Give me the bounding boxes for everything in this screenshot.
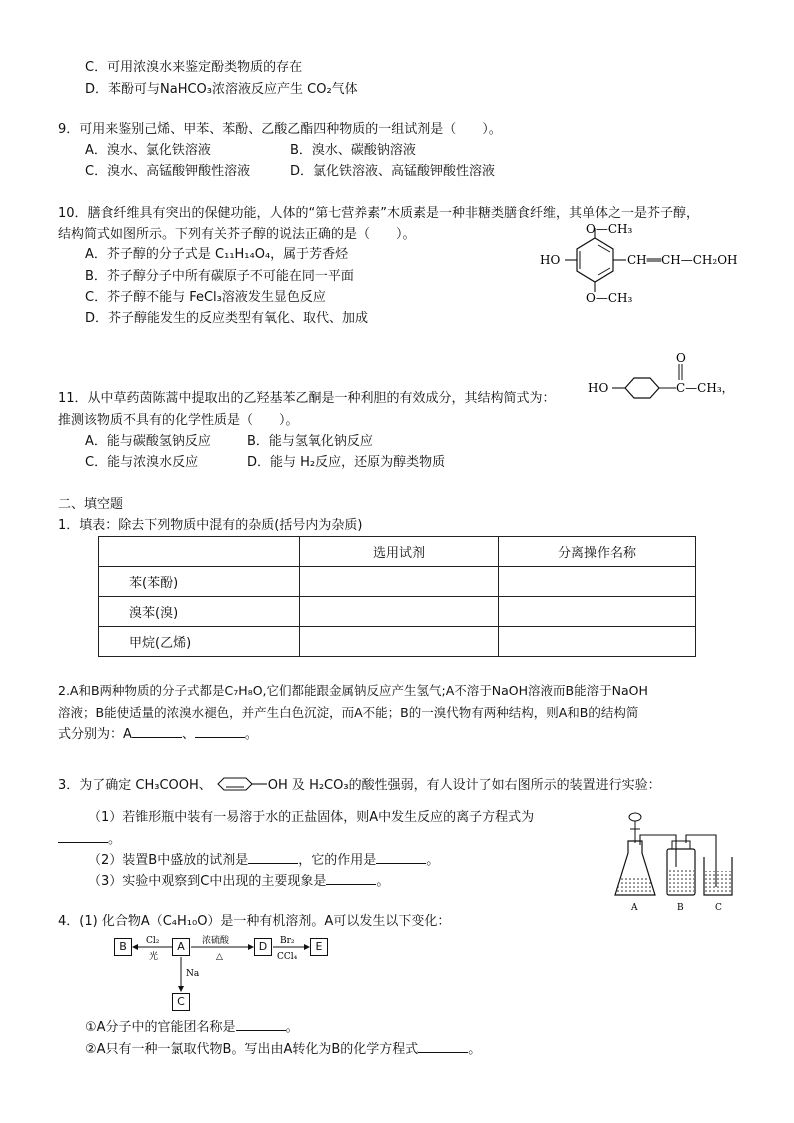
label-a: A bbox=[631, 903, 638, 913]
reagent-answer-cell[interactable] bbox=[300, 567, 499, 597]
fill3-part1-answer: 。 bbox=[58, 830, 121, 848]
node-d: D bbox=[254, 938, 272, 956]
q11-stem-line2: 推测该物质不具有的化学性质是（ ）。 bbox=[58, 413, 299, 428]
reagent-answer-cell[interactable] bbox=[300, 627, 499, 657]
reagent-cl2: Cl₂ bbox=[146, 936, 160, 946]
condition-light: 光 bbox=[149, 952, 159, 962]
table-row-substance: 苯(苯酚) bbox=[99, 567, 300, 597]
section-title: 二、填空题 bbox=[58, 497, 124, 512]
hydroxyacetophenone-structure bbox=[588, 350, 748, 402]
reagent-br2: Br₂ bbox=[280, 936, 295, 946]
q10-option-c: C．芥子醇不能与 FeCl₃溶液发生显色反应 bbox=[85, 290, 326, 305]
fill2-line1: 2.A和B两种物质的分子式都是C₇H₈O,它们都能跟金属钠反应产生氢气;A不溶于NaOH溶液而B能溶于NaOH bbox=[58, 683, 648, 698]
q9-option-b: B．溴水、碳酸钠溶液 bbox=[290, 143, 416, 158]
table-header-operation: 分离操作名称 bbox=[499, 537, 696, 567]
label-c: C bbox=[715, 903, 722, 913]
answer-blank-reagent[interactable] bbox=[248, 851, 298, 864]
benzene-ring bbox=[577, 238, 613, 282]
table-row bbox=[99, 627, 696, 657]
table-header-reagent: 选用试剂 bbox=[300, 537, 499, 567]
q10-option-b: B．芥子醇分子中所有碳原子不可能在同一平面 bbox=[85, 269, 354, 284]
fill4-q1: ①A分子中的官能团名称是 。 bbox=[85, 1020, 299, 1035]
reagent-h2so4: 浓硫酸 bbox=[202, 936, 230, 946]
fill4-q2: ②A只有一种一氯取代物B。写出由A转化为B的化学方程式 。 bbox=[85, 1042, 482, 1057]
purification-table bbox=[98, 536, 696, 657]
cyclohexene-ring-icon bbox=[212, 777, 268, 791]
q9-option-a: A．溴水、氯化铁溶液 bbox=[85, 143, 211, 158]
q11-option-b: B．能与氢氧化钠反应 bbox=[247, 434, 373, 449]
funnel-bulb bbox=[629, 813, 641, 821]
benzene-ring bbox=[625, 378, 659, 398]
answer-blank-purpose[interactable] bbox=[376, 851, 426, 864]
label-b: B bbox=[677, 903, 684, 913]
q10-option-d: D．芥子醇能发生的反应类型有氧化、取代、加成 bbox=[85, 311, 369, 326]
answer-blank-b[interactable] bbox=[195, 725, 245, 738]
q10-option-a: A．芥子醇的分子式是 C₁₁H₁₄O₄，属于芳香烃 bbox=[85, 247, 349, 262]
table-row-substance: 甲烷(乙烯) bbox=[99, 627, 300, 657]
hydroxyl-label: HO bbox=[588, 381, 609, 395]
fill3-stem: 3．为了确定 CH₃COOH、 OH 及 H₂CO₃的酸性强弱，有人设计了如右图所示的装置进行实验： bbox=[58, 778, 661, 793]
fill3-part1: （1）若锥形瓶中装有一易溶于水的正盐固体，则A中发生反应的离子方程式为 bbox=[88, 810, 535, 825]
node-b: B bbox=[114, 938, 132, 956]
carbonyl-oxygen: O bbox=[676, 351, 686, 365]
hydroxyl-label: HO bbox=[540, 253, 561, 267]
q9-stem: 9．可用来鉴别己烯、甲苯、苯酚、乙酸乙酯四种物质的一组试剂是（ ）。 bbox=[58, 122, 502, 137]
node-c: C bbox=[172, 993, 190, 1011]
q11-option-c: C．能与浓溴水反应 bbox=[85, 455, 199, 470]
table-header-cell bbox=[99, 537, 300, 567]
fill3-part2: （2）装置B中盛放的试剂是 ，它的作用是 。 bbox=[88, 853, 440, 868]
operation-answer-cell[interactable] bbox=[499, 597, 696, 627]
operation-answer-cell[interactable] bbox=[499, 627, 696, 657]
reagent-na: Na bbox=[186, 969, 200, 979]
answer-blank-equation[interactable] bbox=[58, 830, 108, 843]
q8-option-c: C．可用浓溴水来鉴定酚类物质的存在 bbox=[85, 60, 303, 75]
answer-blank-a[interactable] bbox=[132, 725, 182, 738]
table-row bbox=[99, 567, 696, 597]
table-row-substance: 溴苯(溴) bbox=[99, 597, 300, 627]
q10-stem-line2: 结构简式如图所示。下列有关芥子醇的说法正确的是（ ）。 bbox=[58, 227, 416, 242]
operation-answer-cell[interactable] bbox=[499, 567, 696, 597]
side-chain-label: CH══CH—CH₂OH bbox=[627, 253, 738, 267]
table-row bbox=[99, 597, 696, 627]
q8-option-d: D．苯酚可与NaHCO₃浓溶液反应产生 CO₂气体 bbox=[85, 82, 358, 97]
fill2-line3: 式分别为：A 、 。 bbox=[58, 727, 258, 742]
q9-option-c: C．溴水、高锰酸钾酸性溶液 bbox=[85, 164, 251, 179]
apparatus-diagram bbox=[612, 805, 742, 915]
table-header-row bbox=[99, 537, 696, 567]
acetyl-label: C—CH₃， bbox=[676, 381, 734, 395]
methoxy-bottom: O—CH₃ bbox=[586, 291, 633, 305]
fill3-part3: （3）实验中观察到C中出现的主要现象是 。 bbox=[88, 874, 390, 889]
solvent-ccl4: CCl₄ bbox=[277, 952, 298, 962]
q11-option-a: A．能与碳酸氢钠反应 bbox=[85, 434, 211, 449]
q10-stem-line1: 10．膳食纤维具有突出的保健功能，人体的“第七营养素”木质素是一种非糖类膳食纤维，其单体之一是芥子醇， bbox=[58, 206, 700, 221]
fill4-stem: 4．(1) 化合物A（C₄H₁₀O）是一种有机溶剂。A可以发生以下变化： bbox=[58, 914, 451, 929]
node-e: E bbox=[310, 938, 328, 956]
reaction-arrows bbox=[110, 928, 350, 998]
answer-blank-equation-b[interactable] bbox=[418, 1040, 468, 1053]
methoxy-top: O—CH₃ bbox=[586, 222, 633, 236]
reagent-answer-cell[interactable] bbox=[300, 597, 499, 627]
q11-option-d: D．能与 H₂反应，还原为醇类物质 bbox=[247, 455, 446, 470]
fill2-line2: 溶液；B能使适量的浓溴水褪色，并产生白色沉淀，而A不能；B的一溴代物有两种结构，则A和B的结构简 bbox=[58, 705, 639, 720]
fill1-stem: 1．填表：除去下列物质中混有的杂质(括号内为杂质) bbox=[58, 518, 363, 533]
q11-stem-line1: 11．从中草药茵陈蒿中提取出的乙羟基苯乙酮是一种利胆的有效成分，其结构简式为： bbox=[58, 391, 556, 406]
sinapyl-alcohol-structure bbox=[540, 218, 750, 310]
node-a: A bbox=[172, 938, 190, 956]
answer-blank-functional-group[interactable] bbox=[236, 1018, 286, 1031]
condition-heat: △ bbox=[216, 952, 223, 962]
answer-blank-phenomenon[interactable] bbox=[326, 872, 376, 885]
q9-option-d: D．氯化铁溶液、高锰酸钾酸性溶液 bbox=[290, 164, 496, 179]
